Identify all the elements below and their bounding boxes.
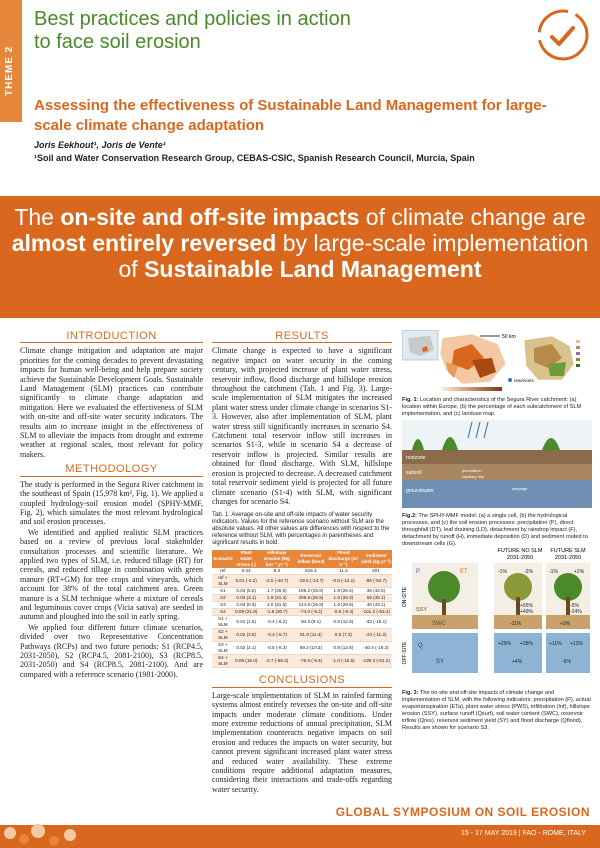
table-header-row <box>212 550 392 568</box>
header-title-line2: to face soil erosion <box>34 31 201 53</box>
table-row <box>212 655 392 668</box>
banner-bold-3: Sustainable Land Management <box>144 256 482 282</box>
slm-val-2: +2% <box>574 569 585 575</box>
table-cell: 199.3 (25.6) <box>295 588 327 595</box>
ref-ssy-label: SSY <box>416 607 428 613</box>
table-cell: -0.5 (-8.3) <box>259 642 295 655</box>
slm-val-7: +13% <box>570 641 583 647</box>
footer <box>0 803 600 848</box>
ref-q-label: Q <box>418 643 423 649</box>
slm-panel <box>546 563 590 673</box>
noslm-val-5: -11% <box>510 621 522 627</box>
table-cell: 1.9 (29.8) <box>327 602 360 609</box>
slm-val-3: -5% <box>570 603 579 609</box>
ref-et-label: ET <box>460 569 468 575</box>
groundwater-label: groundwater <box>406 488 434 494</box>
table-cell: 0.02 (3.6) <box>234 629 259 642</box>
table-cell: -1.8 (30.7) <box>259 609 295 616</box>
noslm-val-2: -2% <box>524 569 533 575</box>
key-message-banner <box>0 196 600 318</box>
table-cell: 11.2 <box>327 568 360 575</box>
table-cell: 1.9 (31.4) <box>259 595 295 602</box>
figure-3-label: Fig. 3: <box>402 690 419 696</box>
noslm-val-4: +49% <box>520 609 533 615</box>
table-cell: 214.8 (26.8) <box>295 602 327 609</box>
figure-1-caption <box>402 397 592 418</box>
paper-title: Assessing the effectiveness of Sustainable Land Management for large-scale climate change adaptation <box>34 97 547 134</box>
off-site-label: OFF-SITE <box>402 641 408 665</box>
table-cell: -33 (-15.1) <box>360 616 392 629</box>
future-no-slm-period: 2031-2050 <box>506 555 534 561</box>
banner-bold-2: almost entirely reversed <box>11 230 277 256</box>
table-row <box>212 616 392 629</box>
table-cell: 0.8 (12.6) <box>327 642 360 655</box>
table-cell: -19.5 (-14.7) <box>295 575 327 588</box>
table-cell: -1.0 (-15.5) <box>327 655 360 668</box>
table-header-cell: Scenario <box>212 550 234 568</box>
table-cell: S4 + SLM <box>212 655 234 668</box>
theme-label: THEME 2 <box>4 45 15 96</box>
table-cell: 0.01 (1.6) <box>234 616 259 629</box>
authors: Joris Eekhout¹, Joris de Vente¹ <box>34 140 166 150</box>
table-row <box>212 642 392 655</box>
table-cell: -74.0 (-9.2) <box>295 609 327 616</box>
table-cell: S2 + SLM <box>212 629 234 642</box>
table-header-cell: Plant water stress (-) <box>234 550 259 568</box>
no-slm-panel <box>494 563 542 673</box>
noslm-val-7: +38% <box>520 641 533 647</box>
table-cell: 0.03 (3.1) <box>234 595 259 602</box>
table-cell: S3 <box>212 602 234 609</box>
header-title-line1: Best practices and policies in action <box>34 8 351 30</box>
introduction-text: Climate change mitigation and adaptation are major priorities for the coming decades to prevent devastating impacts for human well-being and help prepare society achieve the Sustainable Development Goals. Sustainable Land Management (SLM) practices can contribute significantly to climate change adaptation and mitigation. Here we evaluated the effectiveness of SLM with on-site and off-site water security indicators. The results aim to increase insight in the effectiveness of SLM to alleviate the impacts from drought and extreme weather at regional scales, most relevant for policy makers. <box>20 346 203 459</box>
slm-val-8: -6% <box>562 659 571 665</box>
footer-date: 15 - 17 MAY 2019 | FAO - ROME, ITALY <box>460 830 586 837</box>
table-cell: -40.4 (-19.3) <box>360 642 392 655</box>
table-cell: 209.8 (26.5) <box>295 595 327 602</box>
slm-val-4: -24% <box>570 609 582 615</box>
noslm-val-6: +29% <box>498 641 511 647</box>
noslm-val-1: -1% <box>498 569 507 575</box>
slm-val-5: +3% <box>560 621 571 627</box>
table-cell: 0.04 (5.9) <box>234 602 259 609</box>
ref-sy-label: SY <box>436 659 445 665</box>
impacts-figure <box>402 545 592 685</box>
theme-tab <box>0 0 22 122</box>
noslm-val-8: +4% <box>512 659 523 665</box>
left-column <box>20 330 203 680</box>
table-cell: -24 (-11.2) <box>360 629 392 642</box>
middle-column <box>212 330 392 795</box>
table-cell: -76.5 (-9.4) <box>295 655 327 668</box>
table-cell: S4 <box>212 609 234 616</box>
table-row <box>212 629 392 642</box>
introduction-heading: INTRODUCTION <box>20 332 203 343</box>
soil-logo-icon <box>536 8 590 62</box>
future-slm-heading: FUTURE SLM <box>550 548 586 554</box>
figure-3 <box>402 545 592 732</box>
table-header-cell: Hillslope erosion (Mg km⁻² yr⁻¹) <box>259 550 295 568</box>
table-cell: 0.04 (5.5) <box>234 588 259 595</box>
banner-text-2: of climate change are <box>359 204 586 230</box>
figure-1 <box>402 330 592 418</box>
table-cell: 0.44 <box>234 568 259 575</box>
figure-1-label: Fig. 1: <box>402 397 419 403</box>
table-row <box>212 609 392 616</box>
figure-1-caption-text: Location and characteristics of the Segura River catchment: (a) location within Europe, (b) the percentage of each subcatchment of SLM implementation, and (c) landuse map. <box>402 397 582 417</box>
table-header-cell: Reservoir inflow (hm3) <box>295 550 327 568</box>
figure-2-caption-text: The SPHY-MMF model: (a) a single cell, (b) the hydrological processes, and (c) the soil erosion processes: precipitation (P), direct throughfall (DT), leaf draining (LD), detachment by raindrop impact (F), detachment by runoff (H), immediate deposition (D) and sediment routed to downstream cells (G). <box>402 513 588 547</box>
table-cell: -3.7 (-58.3) <box>259 655 295 668</box>
methodology-p1: The study is performed in the Segura River catchment in the southeast of Spain (15,978 km², Fig. 1). We applied a coupled hydrology-soil erosion model (SPHY-MMF, Fig. 2), which simulates the most relevant hydrological and soil erosion processes. <box>20 479 203 527</box>
figure-3-caption-text: The on-site and off-site impacts of climate change and implementation of SLM, with the following indicators: precipitation (P), actual evapotranspiration (ETa), plant water stress (PWS), infiltration (Inf), hillslope erosion (SSY), surface runoff (Qsurf), soil water content (SWC), reservoir inflow (Qres), reservoir sediment yield (SY) and flood discharge (Qflood). Results are shown for scenario S3. <box>402 690 591 731</box>
capillary-rise-label: capillary rise <box>462 474 485 479</box>
table-cell: 0.02 (2.1) <box>234 642 259 655</box>
table-cell: 0.01 (-4.2) <box>234 575 259 588</box>
table-row <box>212 588 392 595</box>
table-cell: 36 (42.5) <box>360 588 392 595</box>
slm-val-6: +11% <box>549 641 562 647</box>
banner-text-1: The <box>14 204 61 230</box>
table-cell: 201 <box>360 568 392 575</box>
table-cell: S1 + SLM <box>212 616 234 629</box>
figure-2-caption <box>402 513 592 548</box>
table-cell: 1.9 (29.4) <box>327 588 360 595</box>
figure-3-caption <box>402 690 592 732</box>
table-cell: -0.4 (-5.7) <box>259 629 295 642</box>
table-header-cell: Flood discharge (m³ s⁻¹) <box>328 550 359 568</box>
table-cell: 0.09 (21.8) <box>235 609 258 615</box>
table-caption: Tab. 1: Average on-site and off-site impacts of water security indicators. Values for the reference scenario without SLM are the absolute values. All other values are differences with respect to the reference without SLM, with percentages in parentheses and significant results in bold. <box>212 512 390 547</box>
methodology-heading: METHODOLOGY <box>20 465 203 476</box>
results-text: Climate change is expected to have a significant negative impact on water security in the coming century, with projected increase of plant water stress, reservoir inflow, flood discharge and hillslope erosion throughout the catchment (Tab. 1 and Fig. 3). Large-scale implementation of SLM mitigates the increased plant water stress under climate change in scenarios S1-3. However, also after implementation of SLM, plant water stress still significantly increases in scenario S4. Catchment total reservoir inflow still increases in scenarios S1-3, while in scenario S4 a decrease of reservoir inflow is projected. Similar results are obtained for flood discharge. With SLM, hillslope erosion is projected to decrease. A decreased catchment total reservoir sediment yield is projected for all future climate scenario (S1-4) with SLM, with significant changes for scenario S4. <box>212 346 392 506</box>
table-body <box>212 568 392 668</box>
catchment-map-figure <box>402 330 592 392</box>
table-cell: 94.3 (9.1) <box>295 616 327 629</box>
affiliation: ¹Soil and Water Conservation Research Group, CEBAS-CSIC, Spanish Research Council, Murcia, Spain <box>34 153 475 163</box>
ref-precip-label: P <box>416 569 421 575</box>
table-cell: S2 <box>212 595 234 602</box>
footer-title: GLOBAL SYMPOSIUM ON SOIL EROSION <box>335 805 590 819</box>
figure-2 <box>402 420 592 548</box>
banner-bold-1: on-site and off-site impacts <box>60 204 360 230</box>
table-cell: -96 (-54.7) <box>360 575 392 588</box>
subsoil-label: subsoil <box>406 470 422 476</box>
slm-val-1: -1% <box>549 569 558 575</box>
table-cell: -130.3 (-61.2) <box>360 655 392 668</box>
table-cell: -0.6 (-9.4) <box>327 609 360 616</box>
noslm-val-3: +55% <box>520 603 533 609</box>
results-heading: RESULTS <box>212 332 392 343</box>
reservoirs-legend: reservoirs <box>514 378 534 383</box>
table-cell: -0.8 (-12.1) <box>327 575 360 588</box>
results-table <box>212 550 392 668</box>
methodology-p2: We identified and applied realistic SLM practices based on a review of previous local stakeholder consultation processes and scientific literature. We applied two types of SLM, i.e. reduced tillage (RT) for cereals, and reduced tillage in combination with green manure (RT+GM) for tree crops and vineyards, which account for 38% of the total catchment area. Green manure is a SLM technique where a mixture of cereals and leguminous cover crops (Vicia sativa) are seeded in autumn and ploughed into the soil in early spring. <box>20 527 203 622</box>
table-row <box>212 602 392 609</box>
future-no-slm-heading: FUTURE NO SLM <box>497 548 543 554</box>
table-cell: 1.7 (26.5) <box>259 588 295 595</box>
table-cell: 55 (40.1) <box>360 595 392 602</box>
table-row <box>212 595 392 602</box>
table-cell: ref + SLM <box>212 575 234 588</box>
table-cell: -2.5 (-40.7) <box>259 575 295 588</box>
table-header-cell: Sediment yield (kg yr⁻¹) <box>360 550 392 568</box>
table-cell: ref <box>212 568 234 575</box>
on-site-label: ON-SITE <box>402 586 408 608</box>
seepage-label: seepage <box>512 486 528 491</box>
table-cell: 91.9 (11.4) <box>295 629 327 642</box>
conclusions-heading: CONCLUSIONS <box>212 676 392 687</box>
table-cell: 0.8 (12.6) <box>327 616 360 629</box>
future-slm-period: 2031-2050 <box>554 555 582 561</box>
figure-2-label: Fig.2: <box>402 513 417 519</box>
table-cell: 0.08 (19.0) <box>234 655 259 668</box>
percolation-label: percolation <box>462 468 482 473</box>
ref-swc-label: SWC <box>432 621 446 627</box>
table-cell: 0.6 (7.3) <box>327 629 360 642</box>
reference-offsite-panel <box>412 633 478 673</box>
table-cell: -0.4 (-6.2) <box>259 616 295 629</box>
conclusions-text: Large-scale implementation of SLM in rainfed farming systems almost entirely reverses the on-site and off-site impacts under moderate climate conditions. Under more extreme reductions of annual precipitation, SLM implementation counteracts negative impacts on soil erosion and reduces the impacts on water security, but cannot prevent significant increased plant water stress and reduced water availability. These extreme conditions require additional adaptation measures, considering their interactions and trade-offs regarding water security. <box>212 690 392 794</box>
header-title <box>34 8 474 54</box>
table-cell: 6.3 <box>259 568 295 575</box>
rootzone-label: rootzone <box>406 455 426 461</box>
table-cell: S1 <box>212 588 234 595</box>
table-cell: 69.3 (10.3) <box>295 642 327 655</box>
table-cell: -101.2 (-53.4) <box>360 609 392 616</box>
map-scale-label: 50 km <box>502 334 516 340</box>
sphy-mmf-model-figure <box>402 420 592 508</box>
banner-text-3: by large-scale implementation of <box>118 230 589 282</box>
table-cell: 40 (43.1) <box>360 602 392 609</box>
table-row <box>212 575 392 588</box>
table-cell: 815.4 <box>295 568 327 575</box>
table-cell: S3 + SLM <box>212 642 234 655</box>
table-cell: 1.8 (28.3) <box>327 595 360 602</box>
soil-pattern-icon <box>0 819 90 848</box>
table-cell: 2.0 (31.6) <box>259 602 295 609</box>
reference-panel <box>412 563 478 629</box>
methodology-p3: We applied four different future climate scenarios, divided over two Representative Concentration Pathways (RCPs) and two future periods: S1 (RCP4.5, 2031-2050), S2 (RCP4.5, 2081-2100), S3 (RCP8.5, 2031-2050) and S4 (RCP8.5, 2081-2100). And are compared with a reference scenario (1981-2000). <box>20 622 203 679</box>
